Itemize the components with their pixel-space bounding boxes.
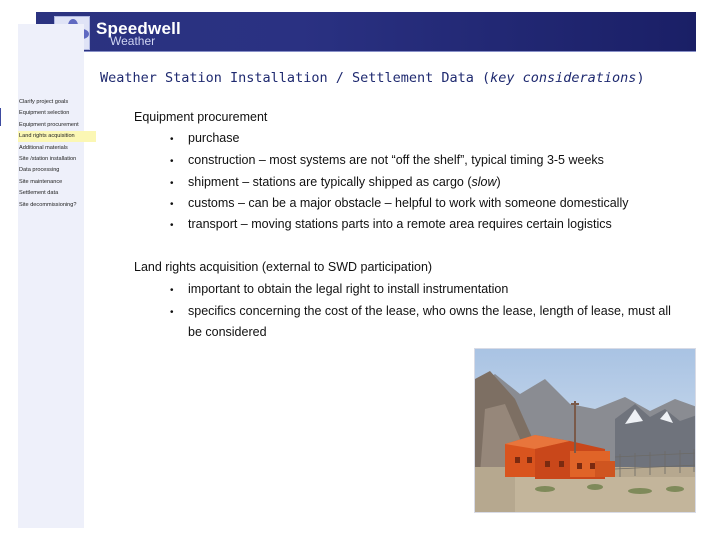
- nav-item-site-decommissioning[interactable]: Site decommissioning?: [19, 201, 77, 208]
- brand-name: Speedwell: [96, 19, 181, 38]
- nav-item-site-installation[interactable]: Site /station installation: [19, 155, 77, 162]
- list-item: • specifics concerning the cost of the lease, who owns the lease, length of lease, must all: [170, 304, 671, 318]
- list-item: • transport – moving stations parts into a remote area requires certain logistics: [170, 217, 612, 231]
- nav-item-settlement-data[interactable]: Settlement data: [19, 190, 59, 197]
- nav-item-clarify-goals[interactable]: Clarify project goals: [19, 99, 69, 105]
- list-item-continuation: be considered: [188, 325, 267, 339]
- list-item: • purchase: [170, 131, 240, 145]
- nav-item-site-maintenance[interactable]: Site maintenance: [19, 178, 63, 185]
- list-item: • shipment – stations are typically shipped as cargo (slow): [170, 175, 501, 189]
- list-item: • customs – can be a major obstacle – helpful to work with someone domestically: [170, 196, 629, 210]
- procurement-heading: Equipment procurement: [134, 110, 268, 124]
- nav-item-equipment-procurement[interactable]: Equipment procurement: [19, 121, 79, 128]
- slide-title: Weather Station Installation / Settlement Data (key considerations): [100, 70, 645, 86]
- nav-marker: [0, 108, 1, 126]
- brand-subtitle: Weather: [110, 34, 156, 48]
- land-rights-heading: Land rights acquisition (external to SWD participation): [134, 260, 433, 274]
- station-photo: [474, 348, 696, 513]
- list-item: • construction – most systems are not “off the shelf”, typical timing 3-5 weeks: [170, 153, 604, 167]
- nav-item-equipment-selection[interactable]: Equipment selection: [19, 110, 70, 117]
- nav-item-additional-materials[interactable]: Additional materials: [19, 144, 68, 151]
- section-nav: [18, 97, 98, 211]
- nav-item-land-rights[interactable]: Land rights acquisition: [18, 131, 96, 142]
- nav-item-data-processing[interactable]: Data processing: [19, 167, 60, 174]
- list-item: • important to obtain the legal right to install instrumentation: [170, 282, 509, 296]
